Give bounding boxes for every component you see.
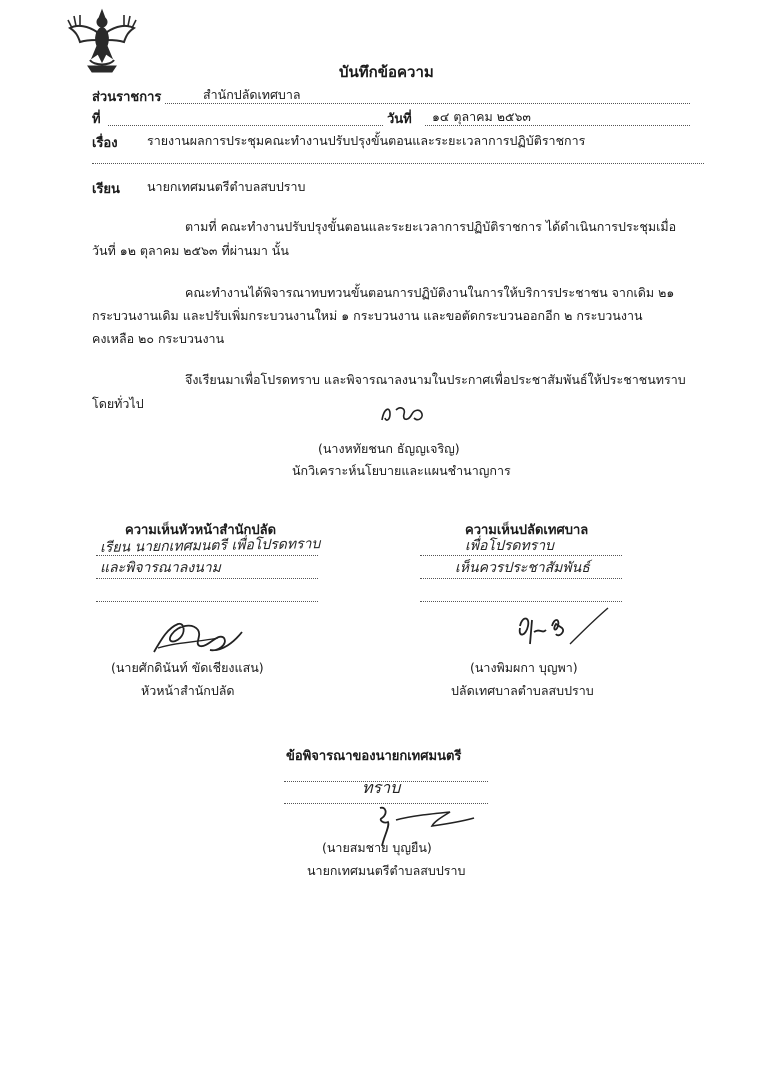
paragraph-1-line-1: ตามที่ คณะทำงานปรับปรุงขั้นตอนและระยะเวลาการปฏิบัติราชการ ได้ดำเนินการประชุมเมื่อ xyxy=(185,219,677,234)
mayor-position: นายกเทศมนตรีตำบลสบปราบ xyxy=(307,863,466,878)
left-signer-name: (นายศักดินันท์ ขัดเชียงแสน) xyxy=(111,660,264,675)
right-opinion-line-1 xyxy=(420,555,622,556)
mayor-heading: ข้อพิจารณาของนายกเทศมนตรี xyxy=(286,749,462,764)
memo-title: บันทึกข้อความ xyxy=(339,63,434,81)
paragraph-1-line-2: วันที่ ๑๒ ตุลาคม ๒๕๖๓ ที่ผ่านมา นั้น xyxy=(92,243,289,258)
left-handwritten-line-1: เรียน นายกเทศมนตรี เพื่อโปรดทราบ xyxy=(99,536,321,556)
paragraph-2-line-3: คงเหลือ ๒๐ กระบวนงาน xyxy=(92,331,225,346)
subject-value: รายงานผลการประชุมคณะทำงานปรับปรุงขั้นตอนและระยะเวลาการปฏิบัติราชการ xyxy=(147,133,586,148)
to-label: เรียน xyxy=(92,182,120,197)
right-signer-position: ปลัดเทศบาลตำบลสบปราบ xyxy=(451,683,594,698)
right-opinion-line-3 xyxy=(420,601,622,602)
left-signer-position: หัวหน้าสำนักปลัด xyxy=(141,683,235,698)
left-opinion-line-1 xyxy=(96,555,318,556)
right-opinion-line-2 xyxy=(420,578,622,579)
date-dotted-line xyxy=(425,125,690,126)
right-handwritten-line-2: เห็นควรประชาสัมพันธ์ xyxy=(455,560,590,576)
mayor-name: (นายสมชาย บุญยืน) xyxy=(322,840,432,855)
paragraph-3-line-2: โดยทั่วไป xyxy=(92,396,144,411)
paragraph-3-line-1: จึงเรียนมาเพื่อโปรดทราบ และพิจารณาลงนามในประกาศเพื่อประชาสัมพันธ์ให้ประชาชนทราบ xyxy=(185,372,686,387)
left-handwritten-line-2: และพิจารณาลงนาม xyxy=(100,560,221,576)
ref-dotted-line xyxy=(108,125,383,126)
right-opinion-heading: ความเห็นปลัดเทศบาล xyxy=(465,523,589,538)
garuda-emblem xyxy=(66,6,138,78)
author-position: นักวิเคราะห์นโยบายและแผนชำนาญการ xyxy=(292,463,511,478)
paragraph-2-line-1: คณะทำงานได้พิจารณาทบทวนขั้นตอนการปฏิบัติงานในการให้บริการประชาชน จากเดิม ๒๑ xyxy=(185,285,675,300)
agency-label: ส่วนราชการ xyxy=(92,90,162,105)
left-opinion-line-2 xyxy=(96,578,318,579)
ref-label: ที่ xyxy=(92,112,101,127)
subject-label: เรื่อง xyxy=(92,136,118,151)
left-opinion-line-3 xyxy=(96,601,318,602)
author-signature xyxy=(378,400,428,426)
paragraph-2-line-2: กระบวนงานเดิม และปรับเพิ่มกระบวนงานใหม่ ๑ กระบวนงาน และขอตัดกระบวนออกอีก ๒ กระบวนงาน xyxy=(92,308,643,323)
left-signature xyxy=(148,608,248,660)
agency-dotted-line xyxy=(165,103,690,104)
mayor-handwritten-note: ทราบ xyxy=(362,778,401,797)
date-label: วันที่ xyxy=(387,112,412,127)
left-opinion-heading: ความเห็นหัวหน้าสำนักปลัด xyxy=(125,523,277,538)
right-signature xyxy=(512,604,612,650)
right-signer-name: (นางพิมผกา บุญพา) xyxy=(470,660,578,675)
header-divider xyxy=(92,163,704,164)
agency-value: สำนักปลัดเทศบาล xyxy=(203,87,301,102)
to-value: นายกเทศมนตรีตำบลสบปราบ xyxy=(147,179,306,194)
author-name: (นางหทัยชนก ธัญญเจริญ) xyxy=(318,441,460,456)
date-value: ๑๔ ตุลาคม ๒๕๖๓ xyxy=(432,109,531,124)
right-handwritten-line-1: เพื่อโปรดทราบ xyxy=(465,538,554,554)
